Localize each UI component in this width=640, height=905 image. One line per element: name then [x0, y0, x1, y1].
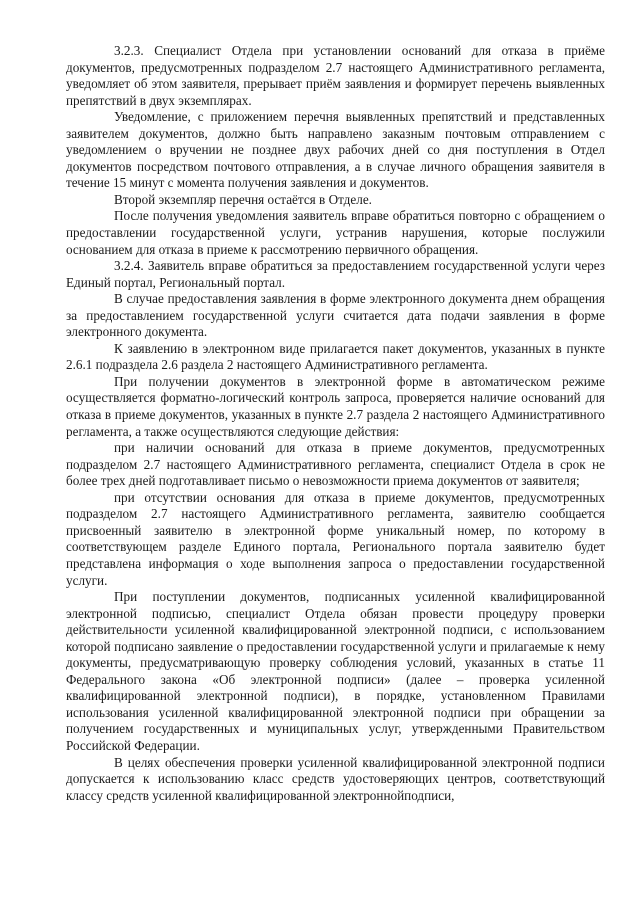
paragraph-automatic-control: При получении документов в электронной форме в автоматическом режиме осуществляется форматно-логический контроль запроса, проверяется наличие оснований для отказа в приеме документов, указанных в пункте 2.7 раздела 2 настоящего Административного регламента, а также осуществляются следующие действия: — [66, 373, 605, 439]
paragraph-3-2-3: 3.2.3. Специалист Отдела при установлении оснований для отказа в приёме документов, предусмотренных подразделом 2.7 настоящего Административного регламента, уведомляет об этом заявителя, прерывает приём заявления и формирует перечень выявленных препятствий в двух экземплярах. — [66, 43, 605, 108]
document-page — [66, 43, 605, 804]
paragraph-no-refusal-grounds: при отсутствии основания для отказа в приеме документов, предусмотренных подразделом 2.7 настоящего Административного регламента, заявителю сообщается присвоенный заявителю в электронной форме уникальный номер, по которому в соответствующем разделе Единого портала, Регионального портала заявителю будет представлена информация о ходе выполнения запроса о предоставлении государственной услуги. — [66, 489, 605, 588]
paragraph-3-2-4: 3.2.4. Заявитель вправе обратиться за предоставлением государственной услуги через Единый портал, Региональный портал. — [66, 258, 605, 290]
paragraph-electronic-date: В случае предоставления заявления в форме электронного документа днем обращения за предоставлением государственной услуги считается дата подачи заявления в форме электронного документа. — [66, 291, 605, 340]
paragraph-refusal-grounds: при наличии оснований для отказа в приеме документов, предусмотренных подразделом 2.7 настоящего Административного регламента, специалист Отдела в срок не более трех дней подготавливает письмо о невозможности приема документов от заявителя; — [66, 440, 605, 489]
paragraph-attached-documents: К заявлению в электронном виде прилагается пакет документов, указанных в пункте 2.6.1 подраздела 2.6 раздела 2 настоящего Административного регламента. — [66, 340, 605, 373]
paragraph-repeat-application: После получения уведомления заявитель вправе обратиться повторно с обращением о предоставлении государственной услуги, устранив нарушения, которые послужили основанием для отказа в приеме к рассмотрению первичного обращения. — [66, 208, 605, 257]
paragraph-signature-verification: При поступлении документов, подписанных усиленной квалифицированной электронной подписью, специалист Отдела обязан провести процедуру проверки действительности усиленной квалифицированной электронной подписи, с использованием которой подписано заявление о предоставлении государственной услуги и прилагаемые к нему документы, предусматривающую проверку соблюдения условий, указанных в статье 11 Федерального закона «Об электронной подписи» (далее – проверка усиленной квалифицированной электронной подписи), в порядке, установленном Правилами использования усиленной квалифицированной электронной подписи при обращении за получением государственных и муниципальных услуг, утвержденными Правительством Российской Федерации. — [66, 589, 605, 753]
paragraph-notification: Уведомление, с приложением перечня выявленных препятствий и представленных заявителем документов, должно быть направлено заказным почтовым отправлением с уведомлением о вручении не позднее двух рабочих дней со дня поступления в Отдел документов посредством почтового отправления, а в случае личного обращения заявителя в течение 15 минут с момента получения заявления и документов. — [66, 109, 605, 191]
paragraph-certification-class: В целях обеспечения проверки усиленной квалифицированной электронной подписи допускается к использованию класс средств удостоверяющих центров, соответствующий классу средств усиленной квалифицированной электроннойподписи, — [66, 754, 605, 803]
paragraph-second-copy: Второй экземпляр перечня остаётся в Отделе. — [114, 191, 372, 207]
